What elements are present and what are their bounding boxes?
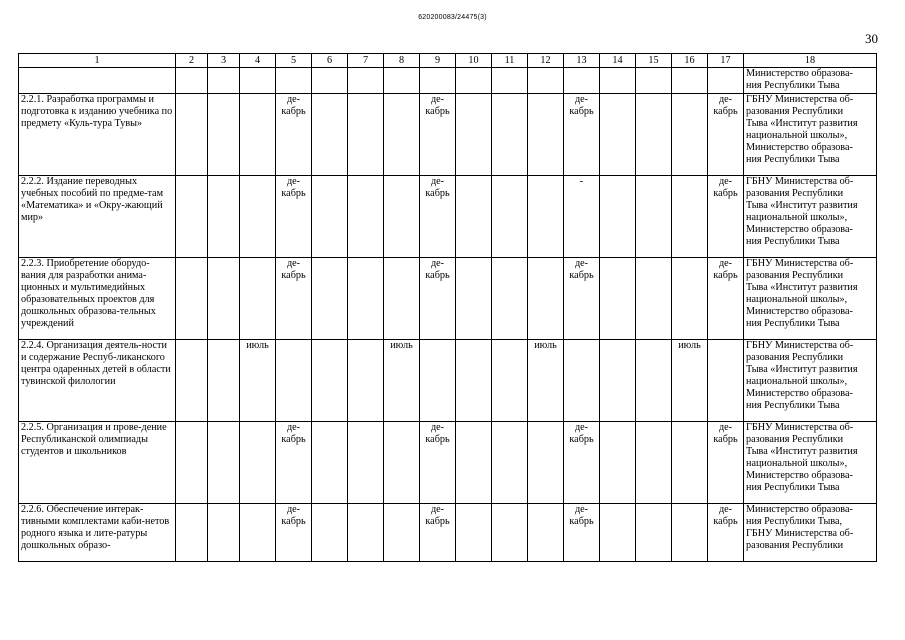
month-label: де- кабрь [281, 258, 306, 281]
month-cell [176, 94, 208, 176]
month-cell [672, 504, 708, 562]
month-cell [420, 68, 456, 94]
month-cell [600, 176, 636, 258]
month-cell [456, 68, 492, 94]
table-row [19, 504, 877, 562]
month-cell [528, 340, 564, 422]
month-cell [312, 504, 348, 562]
month-cell [348, 340, 384, 422]
month-cell [208, 340, 240, 422]
responsible-cell: Министерство образова- ния Республики Тыва [744, 68, 877, 94]
month-cell [528, 504, 564, 562]
month-cell [708, 340, 744, 422]
month-label: июль [678, 340, 701, 351]
month-cell [600, 68, 636, 94]
month-cell [312, 68, 348, 94]
month-cell [276, 258, 312, 340]
month-label: де- кабрь [713, 422, 738, 445]
month-cell [176, 504, 208, 562]
responsible-cell: ГБНУ Министерства об- разования Республики Тыва «Институт развития национальной школы», Министерство образова- ния Республики Тыва [744, 422, 877, 504]
month-cell [708, 176, 744, 258]
month-cell [636, 68, 672, 94]
month-cell [348, 504, 384, 562]
month-cell [600, 422, 636, 504]
month-cell [384, 68, 420, 94]
month-cell [564, 504, 600, 562]
month-cell [240, 94, 276, 176]
month-cell [312, 422, 348, 504]
month-label: де- кабрь [713, 504, 738, 527]
month-label: де- кабрь [425, 258, 450, 281]
month-cell [564, 68, 600, 94]
month-cell [600, 94, 636, 176]
month-label: де- кабрь [569, 258, 594, 281]
month-cell [240, 340, 276, 422]
month-label: де- кабрь [281, 504, 306, 527]
responsible-cell: ГБНУ Министерства об- разования Республики Тыва «Институт развития национальной школы», Министерство образова- ния Республики Тыва [744, 94, 877, 176]
month-label: де- кабрь [713, 94, 738, 117]
month-cell [528, 68, 564, 94]
month-cell [348, 258, 384, 340]
month-cell [636, 504, 672, 562]
month-cell [348, 176, 384, 258]
month-cell [456, 504, 492, 562]
month-cell [348, 94, 384, 176]
month-cell [564, 258, 600, 340]
month-cell [208, 422, 240, 504]
responsible-cell: ГБНУ Министерства об- разования Республики Тыва «Институт развития национальной школы», Министерство образова- ния Республики Тыва [744, 340, 877, 422]
month-cell [420, 340, 456, 422]
column-header: 11 [492, 54, 528, 68]
month-cell [384, 504, 420, 562]
month-cell [492, 340, 528, 422]
month-cell [420, 94, 456, 176]
column-header: 14 [600, 54, 636, 68]
month-cell [420, 258, 456, 340]
month-cell [420, 176, 456, 258]
month-cell [708, 258, 744, 340]
page-number: 30 [865, 31, 878, 46]
month-label: де- кабрь [569, 504, 594, 527]
month-cell [672, 68, 708, 94]
column-header: 18 [744, 54, 877, 68]
month-cell [528, 422, 564, 504]
month-cell [600, 504, 636, 562]
month-cell [276, 68, 312, 94]
month-cell [176, 258, 208, 340]
month-cell [492, 94, 528, 176]
month-cell [564, 94, 600, 176]
month-cell [672, 94, 708, 176]
table-row [19, 258, 877, 340]
month-cell [528, 258, 564, 340]
month-cell [636, 422, 672, 504]
month-cell [348, 68, 384, 94]
month-cell [208, 258, 240, 340]
month-cell [176, 176, 208, 258]
month-cell [492, 504, 528, 562]
task-cell: 2.2.6. Обеспечение интерак-тивными комплектами каби-нетов родного языка и лите-ратуры дошкольных образо- [19, 504, 176, 562]
month-cell [384, 94, 420, 176]
table-row [19, 422, 877, 504]
month-cell [384, 340, 420, 422]
month-cell [564, 176, 600, 258]
month-cell [420, 504, 456, 562]
month-cell [176, 340, 208, 422]
column-header: 2 [176, 54, 208, 68]
month-label: июль [390, 340, 413, 351]
column-header: 16 [672, 54, 708, 68]
month-cell [528, 176, 564, 258]
month-cell [636, 258, 672, 340]
table-row [19, 340, 877, 422]
month-cell [240, 176, 276, 258]
month-cell [384, 422, 420, 504]
task-cell: 2.2.5. Организация и прове-дение Республиканской олимпиады студентов и школьников [19, 422, 176, 504]
month-cell [240, 68, 276, 94]
column-header: 10 [456, 54, 492, 68]
column-header: 7 [348, 54, 384, 68]
task-cell [19, 68, 176, 94]
month-cell [636, 176, 672, 258]
month-cell [276, 340, 312, 422]
month-label: де- кабрь [569, 422, 594, 445]
column-header: 8 [384, 54, 420, 68]
month-label: июль [534, 340, 557, 351]
month-label: де- кабрь [569, 94, 594, 117]
month-cell [708, 68, 744, 94]
task-cell: 2.2.1. Разработка программы и подготовка к изданию учебника по предмету «Куль-тура Тувы» [19, 94, 176, 176]
month-cell [456, 176, 492, 258]
month-cell [384, 258, 420, 340]
month-cell [276, 422, 312, 504]
column-header: 1 [19, 54, 176, 68]
month-cell [456, 340, 492, 422]
month-label: июль [246, 340, 269, 351]
month-cell [672, 340, 708, 422]
plan-table [18, 53, 877, 562]
month-cell [240, 422, 276, 504]
table-row [19, 176, 877, 258]
month-cell [312, 94, 348, 176]
month-cell [456, 258, 492, 340]
month-label: - [579, 176, 584, 187]
month-cell [492, 68, 528, 94]
month-cell [208, 504, 240, 562]
responsible-cell: ГБНУ Министерства об- разования Республики Тыва «Институт развития национальной школы», Министерство образова- ния Республики Тыва [744, 176, 877, 258]
column-header: 6 [312, 54, 348, 68]
month-cell [276, 94, 312, 176]
column-header: 9 [420, 54, 456, 68]
column-header: 13 [564, 54, 600, 68]
month-cell [420, 422, 456, 504]
month-label: де- кабрь [425, 504, 450, 527]
task-cell: 2.2.2. Издание переводных учебных пособий по предме-там «Математика» и «Окру-жающий мир» [19, 176, 176, 258]
month-cell [208, 94, 240, 176]
column-header: 17 [708, 54, 744, 68]
month-cell [348, 422, 384, 504]
column-header: 12 [528, 54, 564, 68]
month-cell [240, 504, 276, 562]
table-row [19, 68, 877, 94]
month-label: де- кабрь [281, 94, 306, 117]
responsible-cell: ГБНУ Министерства об- разования Республики Тыва «Институт развития национальной школы», Министерство образова- ния Республики Тыва [744, 258, 877, 340]
month-label: де- кабрь [425, 422, 450, 445]
month-cell [240, 258, 276, 340]
month-cell [312, 340, 348, 422]
month-cell [708, 422, 744, 504]
month-cell [672, 258, 708, 340]
month-cell [636, 94, 672, 176]
month-cell [276, 176, 312, 258]
month-cell [672, 176, 708, 258]
month-cell [312, 258, 348, 340]
month-cell [456, 422, 492, 504]
month-cell [384, 176, 420, 258]
responsible-cell: Министерство образова- ния Республики Тыва, ГБНУ Министерства об- разования Республики [744, 504, 877, 562]
month-cell [276, 504, 312, 562]
month-cell [492, 258, 528, 340]
month-cell [528, 94, 564, 176]
document-code: 620200083/24475(3) [418, 14, 487, 21]
month-cell [456, 94, 492, 176]
column-header: 5 [276, 54, 312, 68]
month-label: де- кабрь [713, 258, 738, 281]
month-cell [708, 94, 744, 176]
month-cell [176, 422, 208, 504]
task-cell: 2.2.4. Организация деятель-ности и содержание Респуб-ликанского центра одаренных детей в области тувинской филологии [19, 340, 176, 422]
month-cell [208, 176, 240, 258]
month-label: де- кабрь [425, 94, 450, 117]
month-cell [672, 422, 708, 504]
month-cell [600, 340, 636, 422]
month-cell [312, 176, 348, 258]
task-cell: 2.2.3. Приобретение оборудо-вания для разработки анима-ционных и мультимедийных образовательных проектов для дошкольных образова-тельных учреждений [19, 258, 176, 340]
column-header: 4 [240, 54, 276, 68]
month-cell [208, 68, 240, 94]
table-row [19, 94, 877, 176]
month-cell [564, 422, 600, 504]
month-label: де- кабрь [281, 176, 306, 199]
month-label: де- кабрь [281, 422, 306, 445]
column-header: 15 [636, 54, 672, 68]
month-cell [636, 340, 672, 422]
month-label: де- кабрь [713, 176, 738, 199]
month-cell [600, 258, 636, 340]
month-cell [492, 176, 528, 258]
month-cell [492, 422, 528, 504]
column-header: 3 [208, 54, 240, 68]
column-header-row [19, 54, 877, 68]
month-cell [708, 504, 744, 562]
month-cell [176, 68, 208, 94]
month-cell [564, 340, 600, 422]
month-label: де- кабрь [425, 176, 450, 199]
